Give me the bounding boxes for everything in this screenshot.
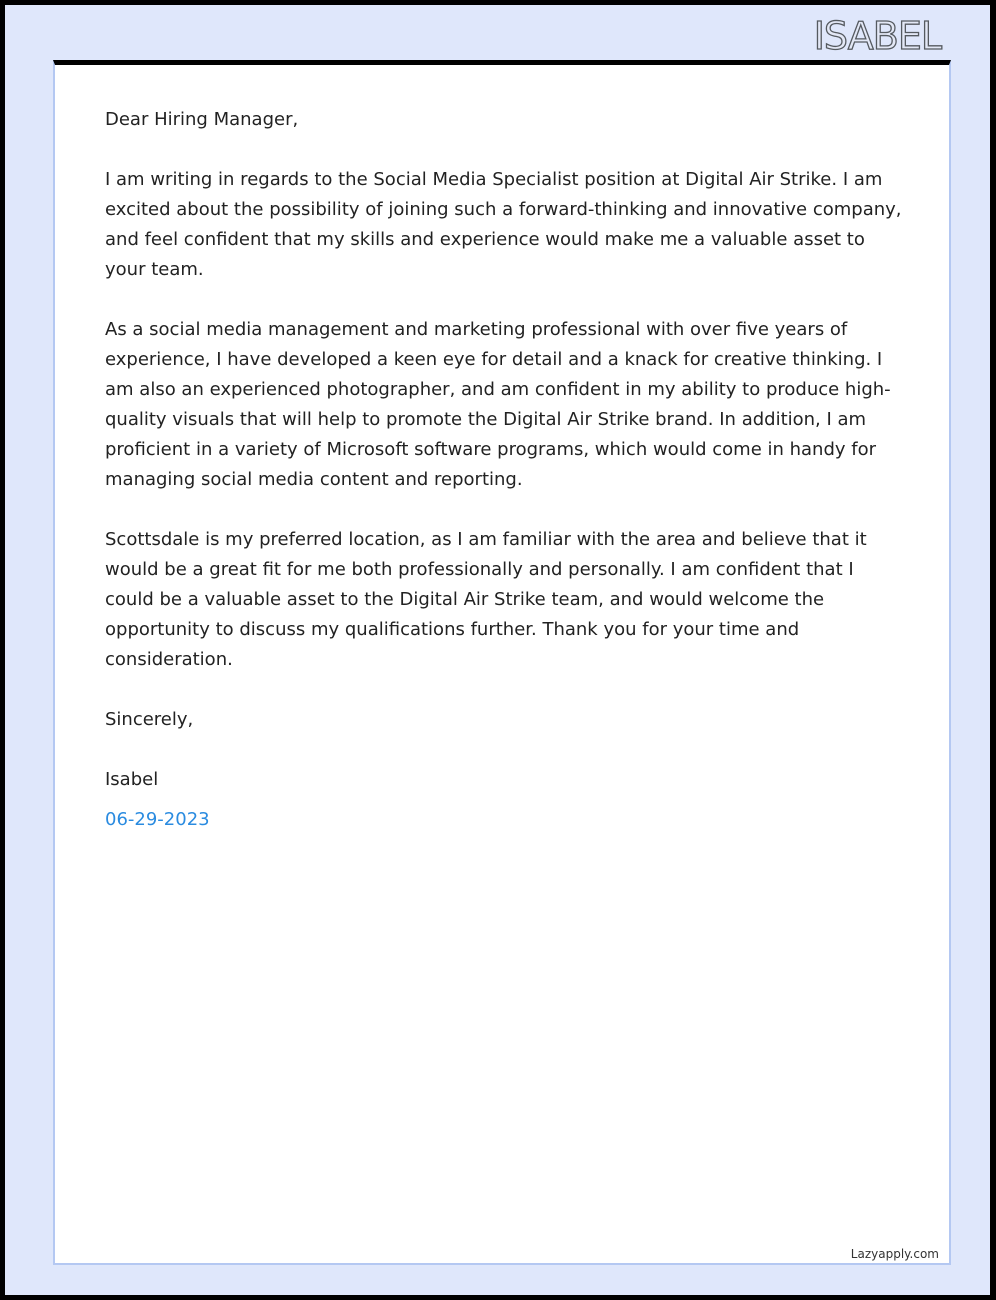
letter-date: 06-29-2023 bbox=[105, 809, 210, 830]
salutation: Dear Hiring Manager, bbox=[105, 109, 299, 130]
header-name: ISABEL bbox=[813, 14, 941, 58]
letter-page bbox=[53, 60, 951, 1265]
paragraph-location: Scottsdale is my preferred location, as I am familiar with the area and believe that it would be a great fit for me both professionally and personally. I am confident that I could be a valuable asset to the Digital Air Strike team, and would welcome the opportunity to discuss my qualifications further. Thank you for your time and consideration. bbox=[105, 529, 867, 670]
paragraph-experience: As a social media management and marketing professional with over five years of experience, I have developed a keen eye for detail and a knack for creative thinking. I am also an experienced photographer, and am confident in my ability to produce high-quality visuals that will help to promote the Digital Air Strike brand. In addition, I am proficient in a variety of Microsoft software programs, which would come in handy for managing social media content and reporting. bbox=[105, 319, 891, 490]
cover-letter-body bbox=[105, 105, 905, 865]
closing: Sincerely, bbox=[105, 709, 194, 730]
paragraph-intro: I am writing in regards to the Social Media Specialist position at Digital Air Strike. I am excited about the possibility of joining such a forward-thinking and innovative company, and feel confident that my skills and experience would make me a valuable asset to your team. bbox=[105, 169, 902, 280]
document-frame bbox=[5, 5, 990, 1295]
footer-site-credit: Lazyapply.com bbox=[850, 1247, 939, 1261]
signature: Isabel bbox=[105, 769, 159, 790]
